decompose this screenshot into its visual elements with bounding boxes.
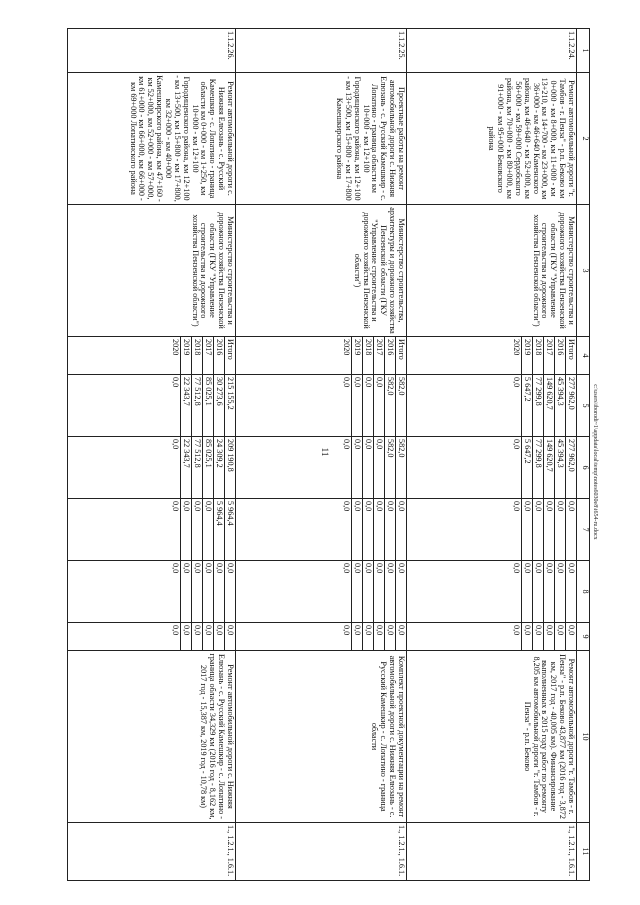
federal-budget-value: 0,0 xyxy=(171,501,180,512)
other-sources-value: 0,0 xyxy=(566,623,577,650)
other-sources xyxy=(236,623,407,651)
local-budget-value: 0,0 xyxy=(396,561,407,622)
other-sources-value: 0,0 xyxy=(374,623,385,650)
program-table xyxy=(67,28,590,881)
regional-budget-value: 582,0 xyxy=(385,437,396,498)
federal-budget-value: 0,0 xyxy=(385,499,396,560)
regional-budget-value: 22 343,7 xyxy=(181,437,192,498)
federal-budget-value: 0,0 xyxy=(352,499,363,560)
local-budget-value: 0,0 xyxy=(385,561,396,622)
total-funding-value: 582,0 xyxy=(385,375,396,436)
total-funding-value: 77 299,8 xyxy=(533,375,544,436)
federal-budget-value: 5 964,4 xyxy=(225,499,236,560)
federal-budget xyxy=(68,499,236,561)
federal-budget-value: 0,0 xyxy=(544,499,555,560)
local-budget-value: 0,0 xyxy=(522,561,533,622)
other-sources-value: 0,0 xyxy=(512,625,521,636)
total-funding-value: 149 620,7 xyxy=(544,375,555,436)
item-number: 1.1.2.24. xyxy=(407,29,577,73)
regional-budget-value: 582,0 xyxy=(396,437,407,498)
year-list-value: 2020 xyxy=(342,339,351,356)
federal-budget-value: 5 964,4 xyxy=(214,499,225,560)
federal-budget-value: 0,0 xyxy=(396,499,407,560)
expected-result: Ремонт автомобильной дороги "г. Тамбов - г. Пенза" - р.п. Беково 43,877 км (2016 год - 3,872 км, 2017 год - 40,005 км). Финансирование выполненных в 2015 году работ по ремонту 8,205 км автомобильной дороги "г. Тамбов - г. Пенза" - р.п. Беково xyxy=(407,651,577,823)
regional-budget-value: 45 394,3 xyxy=(555,437,566,498)
col-header-9: 9 xyxy=(577,623,590,651)
year-list-value: 2019 xyxy=(181,337,192,374)
other-sources-value: 0,0 xyxy=(522,623,533,650)
total-funding-value: 277 962,0 xyxy=(566,375,577,436)
regional-budget-value: 0,0 xyxy=(171,439,180,450)
total-funding-value: 5 647,2 xyxy=(522,375,533,436)
regional-budget-value: 85 025,1 xyxy=(203,437,214,498)
federal-budget-value: 0,0 xyxy=(342,501,351,512)
year-list-value: 2018 xyxy=(363,337,374,374)
year-list-value: 2017 xyxy=(544,337,555,374)
other-sources-value: 0,0 xyxy=(225,623,236,650)
federal-budget xyxy=(407,499,577,561)
local-budget-value: 0,0 xyxy=(203,561,214,622)
expected-result: Комплект проектной документации на ремонт автомобильной дороги с. Нижняя Елюзань - с. Русский Камешкир - с. Лопатино - граница области xyxy=(236,651,407,823)
federal-budget-value: 0,0 xyxy=(555,499,566,560)
col-header-8: 8 xyxy=(577,561,590,623)
year-list-value: 2017 xyxy=(203,337,214,374)
other-sources-value: 0,0 xyxy=(544,623,555,650)
total-funding xyxy=(236,375,407,437)
total-funding xyxy=(68,375,236,437)
col-header-6: 6 xyxy=(577,437,590,499)
federal-budget-value: 0,0 xyxy=(203,499,214,560)
other-sources-value: 0,0 xyxy=(533,623,544,650)
year-list-value: 2019 xyxy=(522,337,533,374)
local-budget-value: 0,0 xyxy=(181,561,192,622)
expected-result: Ремонт автомобильной дороги с. Нижняя Елюзань - с. Русский Камешкир - с. Лопатино - граница области 34,329 км (2016 год - 8,162 км, 2017 год - 15,387 км, 2019 год - 10,78 км) xyxy=(68,651,236,823)
year-list-value: Итого xyxy=(566,337,577,374)
table-row xyxy=(68,29,236,881)
other-sources-value: 0,0 xyxy=(171,625,180,636)
executor: Министерство строительства и дорожного хозяйства Пензенской области (ГКУ "Управление строительства и дорожного хозяйства Пензенской области") xyxy=(68,205,236,337)
year-list xyxy=(236,337,407,375)
local-budget-value: 0,0 xyxy=(342,563,351,574)
year-list-value: 2020 xyxy=(171,339,180,356)
indicator-ref: 1., 1.2.1., 1.6.1. xyxy=(236,823,407,881)
regional-budget-value: 77 299,8 xyxy=(533,437,544,498)
regional-budget-value: 5 647,2 xyxy=(522,437,533,498)
col-header-10: 10 xyxy=(577,651,590,823)
measure-name: Ремонт автомобильной дороги с. Нижняя Елюзань - с. Русский Камешкир - с. Лопатино - граница области км 0+000 - км 1+250, км 10+000 - км 12+100 Городищенского района, км 12+100 - км 13+500, км 15+800 - км 17+800, км 32+000 - км 40+000 Камешкирского района, км 47+160 - км 52+000, км 52+000 - км 57+000, км 61+000 - км 66+000, км 66+000 - км 69+000 Лопатинского района xyxy=(68,73,236,205)
total-funding-value: 77 512,8 xyxy=(192,375,203,436)
year-list-value: 2018 xyxy=(192,337,203,374)
federal-budget-value: 0,0 xyxy=(363,499,374,560)
other-sources-value: 0,0 xyxy=(363,623,374,650)
footer-file-path: c:\users\iborodi~1\appdata\local\temp\notes6030e8\i654-ru.docx xyxy=(592,384,598,540)
total-funding-value: 0,0 xyxy=(374,375,385,436)
year-list-value: Итого xyxy=(225,337,236,374)
regional-budget xyxy=(68,437,236,499)
local-budget-value: 0,0 xyxy=(363,561,374,622)
federal-budget-value: 0,0 xyxy=(533,499,544,560)
year-list xyxy=(68,337,236,375)
local-budget-value: 0,0 xyxy=(214,561,225,622)
year-list-value: 2018 xyxy=(533,337,544,374)
local-budget-value: 0,0 xyxy=(352,561,363,622)
federal-budget-value: 0,0 xyxy=(512,501,521,512)
other-sources-value: 0,0 xyxy=(342,625,351,636)
other-sources xyxy=(407,623,577,651)
federal-budget-value: 0,0 xyxy=(522,499,533,560)
federal-budget xyxy=(236,499,407,561)
col-header-7: 7 xyxy=(577,499,590,561)
total-funding-value: 0,0 xyxy=(171,377,180,388)
year-list-value: Итого xyxy=(396,337,407,374)
indicator-ref: 1., 1.2.1., 1.6.1. xyxy=(68,823,236,881)
regional-budget-value: 149 620,7 xyxy=(544,437,555,498)
indicator-ref: 1., 1.2.1., 1.6.1. xyxy=(407,823,577,881)
other-sources-value: 0,0 xyxy=(352,623,363,650)
table-body xyxy=(68,29,577,881)
local-budget xyxy=(68,561,236,623)
local-budget-value: 0,0 xyxy=(533,561,544,622)
regional-budget xyxy=(407,437,577,499)
regional-budget-value: 0,0 xyxy=(342,439,351,450)
measure-name: Проектные работы на ремонт автомобильной дороги с. Нижняя Елюзань - с. Русский Камешкир - с. Лопатино - граница области км 10+000 - км 12+100 Городищенского района, км 12+100 - км 13+500, км 15+800 - км 17+800 Камешкирского района xyxy=(236,73,407,205)
local-budget-value: 0,0 xyxy=(374,561,385,622)
executor: Министерство строительства и дорожного хозяйства Пензенской области (ГКУ "Управление строительства и дорожного хозяйства Пензенской области") xyxy=(407,205,577,337)
column-number-row xyxy=(577,29,590,881)
col-header-11: 11 xyxy=(577,823,590,881)
local-budget-value: 0,0 xyxy=(192,561,203,622)
page-number: 11 xyxy=(320,447,330,457)
total-funding-value: 0,0 xyxy=(512,377,521,388)
total-funding-value: 215 155,2 xyxy=(225,375,236,436)
item-number: 1.1.2.26. xyxy=(68,29,236,73)
federal-budget-value: 0,0 xyxy=(192,499,203,560)
federal-budget-value: 0,0 xyxy=(374,499,385,560)
regional-budget-value: 0,0 xyxy=(512,439,521,450)
year-list-value: 2016 xyxy=(385,337,396,374)
regional-budget-value: 0,0 xyxy=(374,437,385,498)
year-list-value: 2016 xyxy=(555,337,566,374)
total-funding xyxy=(407,375,577,437)
other-sources-value: 0,0 xyxy=(396,623,407,650)
local-budget xyxy=(236,561,407,623)
federal-budget-value: 0,0 xyxy=(181,499,192,560)
item-number: 1.1.2.25. xyxy=(236,29,407,73)
other-sources-value: 0,0 xyxy=(214,623,225,650)
regional-budget-value: 77 512,8 xyxy=(192,437,203,498)
local-budget-value: 0,0 xyxy=(566,561,577,622)
regional-budget-value: 0,0 xyxy=(363,437,374,498)
total-funding-value: 0,0 xyxy=(363,375,374,436)
year-list-value: 2020 xyxy=(512,339,521,356)
local-budget-value: 0,0 xyxy=(512,563,521,574)
col-header-1: 1 xyxy=(577,29,590,73)
regional-budget-value: 0,0 xyxy=(352,437,363,498)
year-list-value: 2017 xyxy=(374,337,385,374)
col-header-3: 3 xyxy=(577,205,590,337)
year-list xyxy=(407,337,577,375)
other-sources-value: 0,0 xyxy=(555,623,566,650)
federal-budget-value: 0,0 xyxy=(566,499,577,560)
rotated-table-container xyxy=(83,28,590,880)
total-funding-value: 85 025,1 xyxy=(203,375,214,436)
total-funding-value: 0,0 xyxy=(342,377,351,388)
local-budget xyxy=(407,561,577,623)
local-budget-value: 0,0 xyxy=(555,561,566,622)
col-header-5: 5 xyxy=(577,375,590,437)
table-row xyxy=(407,29,577,881)
executor: Министерство строительства, архитектуры и дорожного хозяйства Пензенской области (ГКУ "Управление строительства и дорожного хозяйства Пензенской области") xyxy=(236,205,407,337)
other-sources xyxy=(68,623,236,651)
other-sources-value: 0,0 xyxy=(203,623,214,650)
total-funding-value: 22 343,7 xyxy=(181,375,192,436)
table-row xyxy=(236,29,407,881)
total-funding-value: 0,0 xyxy=(352,375,363,436)
col-header-2: 2 xyxy=(577,73,590,205)
total-funding-value: 582,0 xyxy=(396,375,407,436)
regional-budget xyxy=(236,437,407,499)
local-budget-value: 0,0 xyxy=(225,561,236,622)
total-funding-value: 30 273,6 xyxy=(214,375,225,436)
total-funding-value: 45 394,3 xyxy=(555,375,566,436)
regional-budget-value: 277 962,0 xyxy=(566,437,577,498)
local-budget-value: 0,0 xyxy=(171,563,180,574)
local-budget-value: 0,0 xyxy=(544,561,555,622)
regional-budget-value: 209 190,8 xyxy=(225,437,236,498)
other-sources-value: 0,0 xyxy=(181,623,192,650)
year-list-value: 2016 xyxy=(214,337,225,374)
measure-name: Ремонт автомобильной дороги "г. Тамбов - г. Пенза" - р.п. Беково км 0+000 - км 8+000, км 11+000 - км 13+210, км 14+700 - км 23+000, км 36+000 - км 46+640 Каменского района, км 46+640 - км 52+000, км 56+000 - км 59+000 Сердобского района, км 70+000 - км 80+000, км 91+000 - км 95+000 Бековского района xyxy=(407,73,577,205)
other-sources-value: 0,0 xyxy=(192,623,203,650)
col-header-4: 4 xyxy=(577,337,590,375)
other-sources-value: 0,0 xyxy=(385,623,396,650)
regional-budget-value: 24 309,2 xyxy=(214,437,225,498)
year-list-value: 2019 xyxy=(352,337,363,374)
